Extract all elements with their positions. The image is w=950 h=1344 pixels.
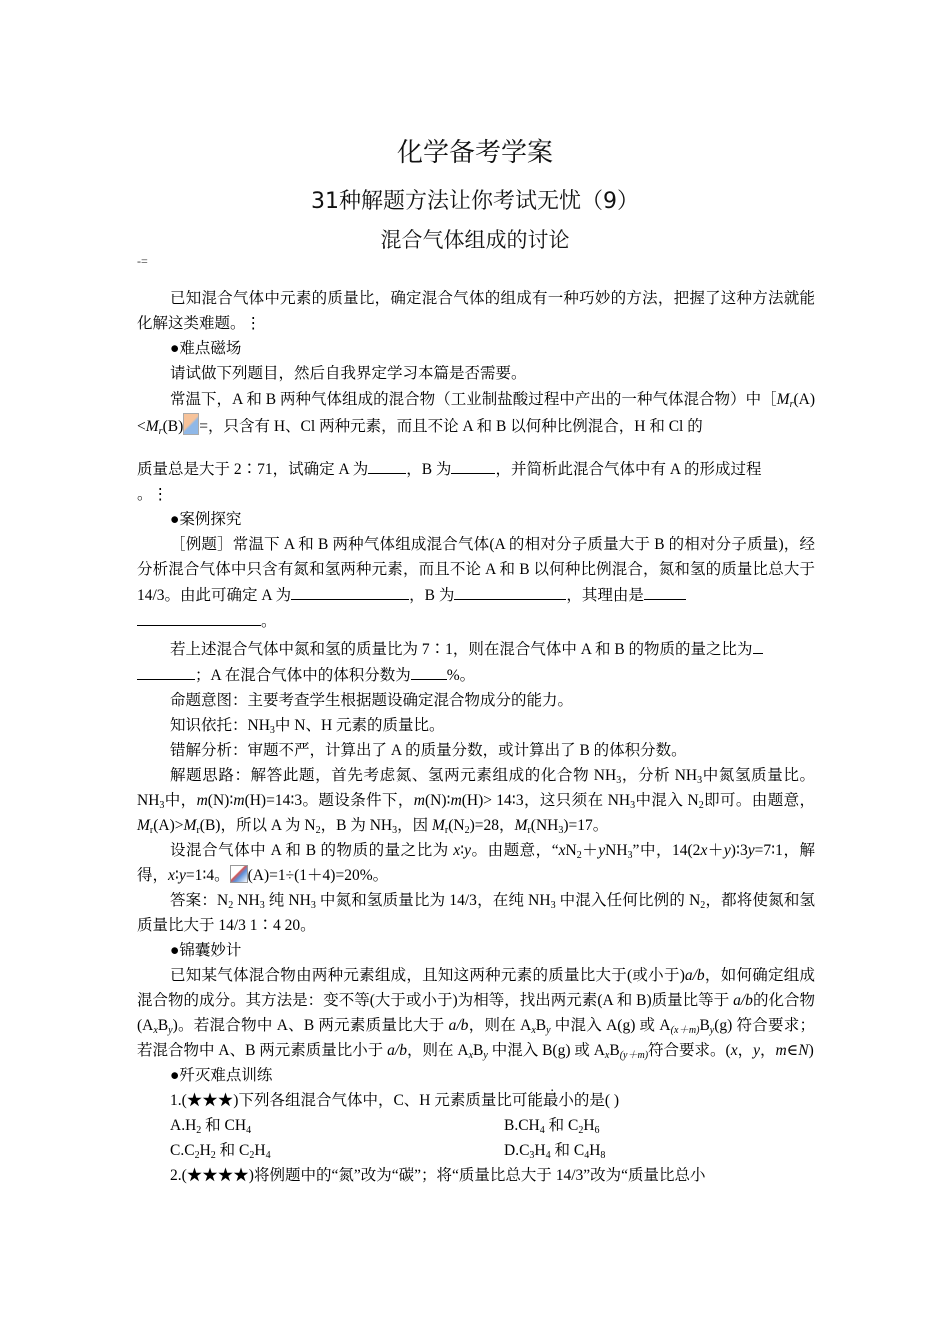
example-blank-reason-cont[interactable]	[137, 608, 261, 626]
fraction-blank[interactable]	[411, 662, 447, 680]
training-question-one: 1.(★★★)下列各组混合气体中，C、H 元素质量比可能最小的是( )	[170, 1092, 620, 1109]
formula-image-icon	[230, 865, 248, 883]
option-a[interactable]: $A.H_2$ 和 $CH_4$	[170, 1117, 252, 1136]
option-b[interactable]: $B.CH_4$ 和 $C_2H_6$	[504, 1117, 600, 1136]
magnet-question-continued: 质量总是大于 2∶71，试确定 A 为 ，B 为 ，并简析此混合气体中有 A 的形成过程	[137, 456, 815, 482]
self-check-paragraph: 请试做下列题目，然后自我界定学习本篇是否需要。	[170, 365, 527, 382]
ratio-blank-b[interactable]	[137, 662, 195, 680]
section-heading-difficulty: ●难点磁场	[170, 340, 242, 357]
document-body	[137, 286, 815, 1188]
document-subtitle: 31种解题方法让你考试无忧（9）	[311, 189, 639, 214]
solution-idea-paragraph: 解题思路：解答此题，首先考虑氮、氢两元素组成的化合物 $NH_3$，分析 $NH_3$中氮氢质量比。$NH_3$中，m(N)∶m(H)=14∶3。题设条件下，m(N)∶m(H)> 14∶3，这只须在 $NH_3$中混入 $N_2$即可。由题意，$M_r(A)>M_r(B)$，所以 A 为 $N_2$，B 为 $NH_3$，因 $M_r(N_2)=28$，$M_r(NH_3)=17$。	[137, 767, 815, 836]
ratio-blank-a[interactable]	[753, 636, 763, 654]
magnet-question-end: 。⋮	[137, 486, 169, 503]
answer-paragraph: 答案：$N_2$ $NH_3$ 纯 $NH_3$ 中氮和氢质量比为 14/3，在纯 $NH_3$ 中混入任何比例的 $N_2$，都将使氮和氢质量比大于 14/3 1∶4 20。	[137, 892, 815, 934]
intent-paragraph: 命题意图：主要考查学生根据题设确定混合物成分的能力。	[170, 692, 574, 709]
intro-paragraph: 已知混合气体中元素的质量比，确定混合气体的组成有一种巧妙的方法，把握了这种方法就能化解这类难题。⋮	[137, 290, 815, 332]
magnet-question-paragraph: 常温下，A 和 B 两种气体组成的混合物（工业制盐酸过程中产出的一种气体混合物）中$[M_r(A)<M_r(B)$ =，只含有 H、Cl 两种元素，而且不论 A 和 B 以何种比例混合，H 和 Cl 的	[137, 391, 815, 437]
answer-blank-b[interactable]	[451, 456, 495, 474]
example-blank-b[interactable]	[454, 582, 566, 600]
knowledge-paragraph: 知识依托：$NH_3$中 N、H 元素的质量比。	[170, 717, 445, 736]
answer-blank-a[interactable]	[368, 456, 406, 474]
section-heading-case: ●案例探究	[170, 511, 242, 528]
document-topic: 混合气体组成的讨论	[380, 228, 570, 252]
example-blank-reason[interactable]	[644, 582, 686, 600]
example-question-two: 若上述混合气体中氮和氢的质量比为 7∶1，则在混合气体中 A 和 B 的物质的量之比为 ；A 在混合气体中的体积分数为 %。	[137, 636, 815, 688]
section-heading-tips: ●锦囊妙计	[170, 942, 242, 959]
training-question-two: 2.(★★★★)将例题中的“氮”改为“碳”；将“质量比总大于 14/3”改为“质量比总小	[170, 1167, 706, 1184]
format-mark: -=	[137, 254, 148, 268]
section-heading-training: ●歼灭难点训练	[170, 1067, 273, 1084]
error-analysis-paragraph: 错解分析：审题不严，计算出了 A 的质量分数，或计算出了 B 的体积分数。	[170, 742, 687, 759]
question-one-options-row1	[137, 1113, 815, 1138]
example-blank-a[interactable]	[291, 582, 409, 600]
question-one-options-row2	[137, 1138, 815, 1163]
calculation-paragraph: 设混合气体中 A 和 B 的物质的量之比为 x∶y。由题意，“$xN_2+yNH_3$”中，14(2x＋y)∶3y=7∶1，解得，x∶y=1∶4。 (A)=1÷(1＋4)=20%。	[137, 842, 815, 884]
option-c[interactable]: $C.C_2H_2$ 和 $C_2H_4$	[170, 1142, 271, 1161]
tips-paragraph: 已知某气体混合物由两种元素组成，且知这两种元素的质量比大于(或小于)a/b，如何确定组成混合物的成分。其方法是：变不等(大于或小于)为相等，找出两元素(A 和 B)质量比等于 a/b的化合物$(A_xB_y)$。若混合物中 A、B 两元素质量比大于 a/b，则在 $A_xB_y$ 中混入 A(g) 或 $A_{(x+m)}B_y(g)$ 符合要求；若混合物中 A、B 两元素质量比小于 a/b，则在 $A_xB_y$ 中混入 B(g) 或 $A_xB_{(y+m)}$符合要求。(x，y，m∈N)	[137, 967, 815, 1061]
example-paragraph: ［例题］常温下 A 和 B 两种气体组成混合气体(A 的相对分子质量大于 B 的相对分子质量)，经分析混合气体中只含有氮和氢两种元素，而且不论 A 和 B 以何种比例混合，氮和氢的质量比总大于 14/3。由此可确定 A 为 ，B 为 ，其理由是 。	[137, 536, 815, 630]
option-d[interactable]: $D.C_3H_4$ 和 $C_4H_8$	[504, 1142, 606, 1161]
formula-image-icon	[183, 413, 199, 435]
document-title: 化学备考学案	[396, 138, 553, 168]
